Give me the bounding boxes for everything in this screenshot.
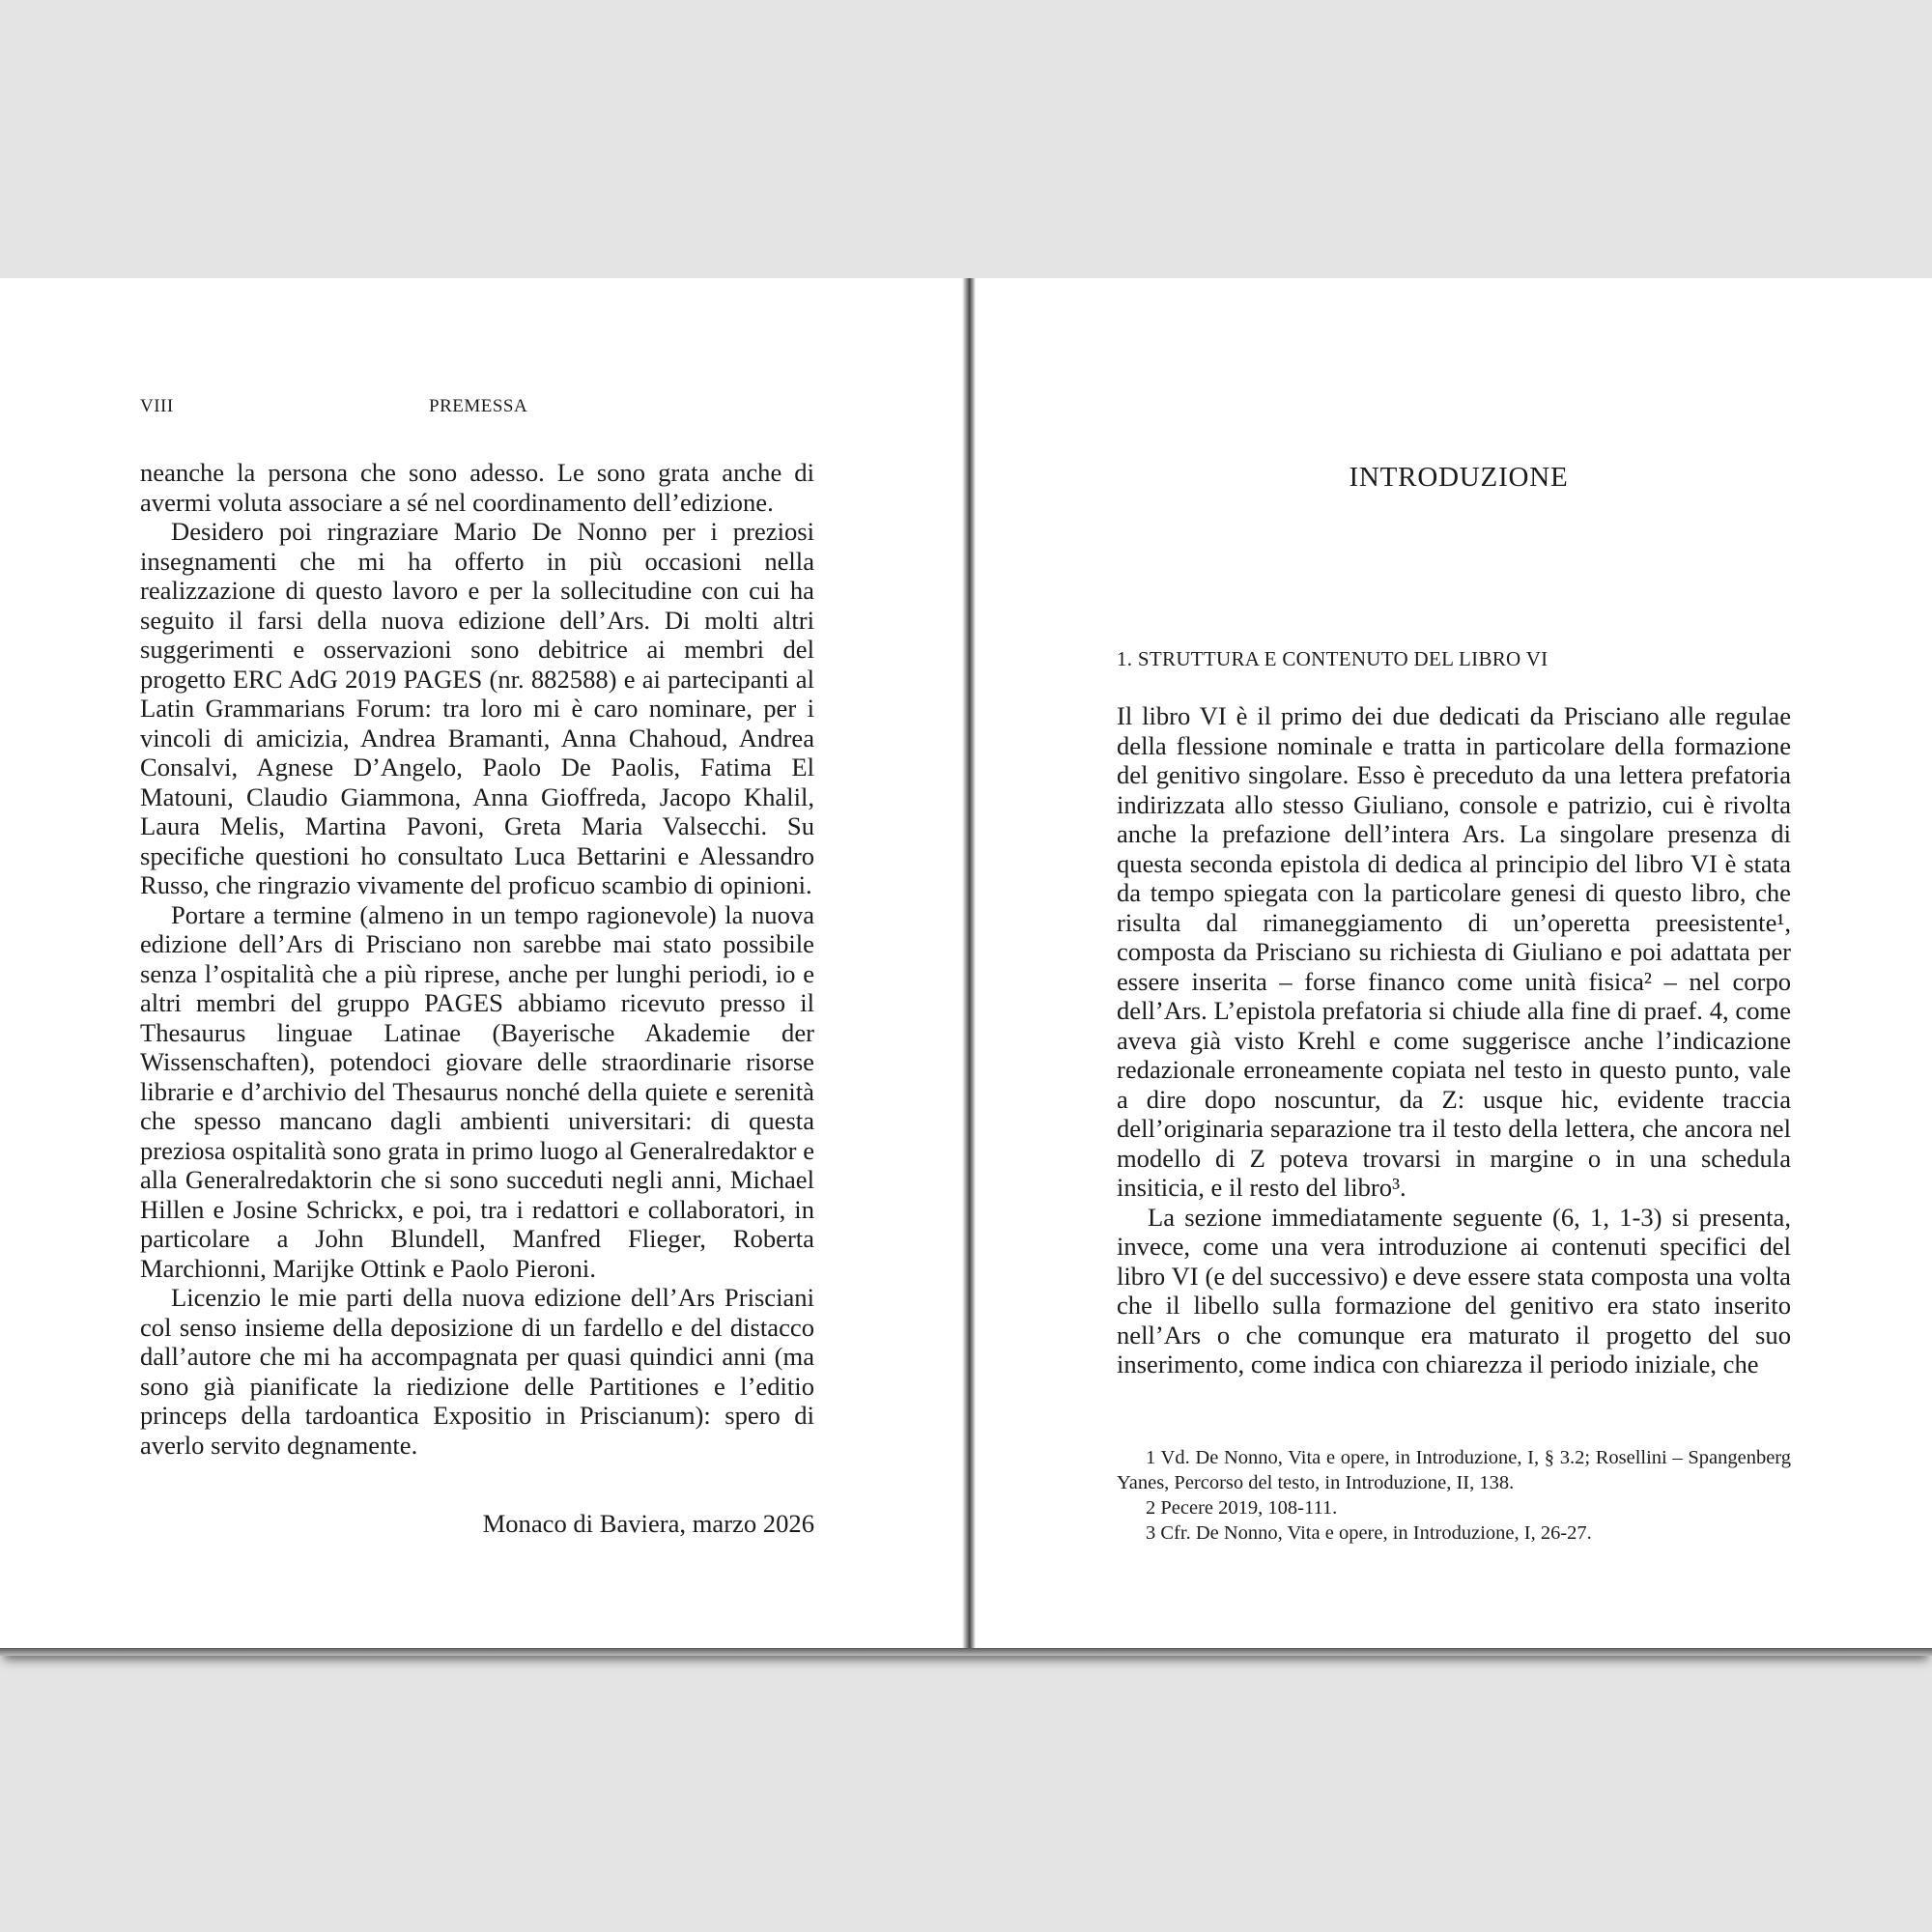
- right-body-text: [1117, 701, 1791, 1379]
- section-title: 1. STRUTTURA E CONTENUTO DEL LIBRO VI: [1117, 647, 1548, 670]
- running-head: PREMESSA: [429, 396, 528, 416]
- footnotes: [1117, 1445, 1791, 1546]
- chapter-title: INTRODUZIONE: [1349, 462, 1569, 493]
- paragraph: La sezione immediatamente seguente (6, 1, 1-3) si presenta, invece, come una vera introduzione ai contenuti specifici del libro VI (e del successivo) e deve essere stata composta una volta che il libello sulla formazione del genitivo era stato inserito nell’Ars o che comunque era maturato il progetto del suo inserimento, come indica con chiarezza il periodo iniziale, che: [1117, 1202, 1791, 1378]
- footnote: 1 Vd. De Nonno, Vita e opere, in Introduzione, I, § 3.2; Rosellini – Spangenberg Yanes, Percorso del testo, in Introduzione, II, 138.: [1117, 1447, 1791, 1493]
- footnote: 3 Cfr. De Nonno, Vita e opere, in Introduzione, I, 26-27.: [1146, 1522, 1592, 1544]
- page-number: VIII: [140, 396, 174, 416]
- footnote: 2 Pecere 2019, 108-111.: [1146, 1497, 1338, 1519]
- left-page: [0, 278, 962, 1650]
- paragraph: neanche la persona che sono adesso. Le sono grata anche di avermi voluta associare a sé nel coordinamento dell’edizione.: [140, 458, 814, 517]
- paragraph: Licenzio le mie parti della nuova edizione dell’Ars Prisciani col senso insieme della deposizione di un fardello e del distacco dall’autore che mi ha accompagnata per quasi quindici anni (ma sono già pianificate la riedizione delle Partitiones e l’editio princeps della tardoantica Expositio in Priscianum): spero di averlo servito degnamente.: [140, 1283, 814, 1460]
- left-body-text: [140, 458, 814, 1460]
- paragraph: Il libro VI è il primo dei due dedicati da Prisciano alle regulae della flessione nominale e tratta in particolare della formazione del genitivo singolare. Esso è preceduto da una lettera prefatoria indirizzata allo stesso Giuliano, console e patrizio, cui è rivolta anche la prefazione dell’intera Ars. La singolare presenza di questa seconda epistola di dedica al principio del libro VI è stata da tempo spiegata con la particolare genesi di questo libro, che risulta dal rimaneggiamento di un’operetta preesistente¹, composta da Prisciano su richiesta di Giuliano e poi adattata per essere inserita – forse financo come unità fisica² – nel corpo dell’Ars. L’epistola prefatoria si chiude alla fine di praef. 4, come aveva già visto Krehl e come suggerisce anche l’indicazione redazionale erroneamente copiata nel testo in questo punto, vale a dire dopo noscuntur, da Z: usque hic, evidente traccia dell’originaria separazione tra il testo della lettera, che ancora nel modello di Z poteva trovarsi in margine o in una schedula insiticia, e il resto del libro³.: [1117, 701, 1791, 1202]
- paragraph: Portare a termine (almeno in un tempo ragionevole) la nuova edizione dell’Ars di Prisciano non sarebbe mai stato possibile senza l’ospitalità che a più riprese, anche per lunghi periodi, io e altri membri del gruppo PAGES abbiamo ricevuto presso il Thesaurus linguae Latinae (Bayerische Akademie der Wissenschaften), potendoci giovare delle straordinarie risorse librarie e d’archivio del Thesaurus nonché della quiete e serenità che spesso mancano dagli ambienti universitari: di questa preziosa ospitalità sono grata in primo luogo al Generalredaktor e alla Generalredaktorin che si sono succeduti negli anni, Michael Hillen e Josine Schrickx, e poi, tra i redattori e collaboratori, in particolare a John Blundell, Manfred Flieger, Roberta Marchionni, Marijke Ottink e Paolo Pieroni.: [140, 899, 814, 1283]
- right-page: [976, 278, 1932, 1650]
- signoff-place-date: Monaco di Baviera, marzo 2026: [482, 1509, 814, 1538]
- paragraph: Desidero poi ringraziare Mario De Nonno per i preziosi insegnamenti che mi ha offerto in più occasioni nella realizzazione di questo lavoro e per la sollecitudine con cui ha seguito il farsi della nuova edizione dell’Ars. Di molti altri suggerimenti e osservazioni sono debitrice ai membri del progetto ERC AdG 2019 PAGES (nr. 882588) e ai partecipanti al Latin Grammarians Forum: tra loro mi è caro nominare, per i vincoli di amicizia, Andrea Bramanti, Anna Chahoud, Andrea Consalvi, Agnese D’Angelo, Paolo De Paolis, Fatima El Matouni, Claudio Giammona, Anna Gioffreda, Jacopo Khalil, Laura Melis, Martina Pavoni, Greta Maria Valsecchi. Su specifiche questioni ho consultato Luca Bettarini e Alessandro Russo, che ringrazio vivamente del proficuo scambio di opinioni.: [140, 517, 814, 899]
